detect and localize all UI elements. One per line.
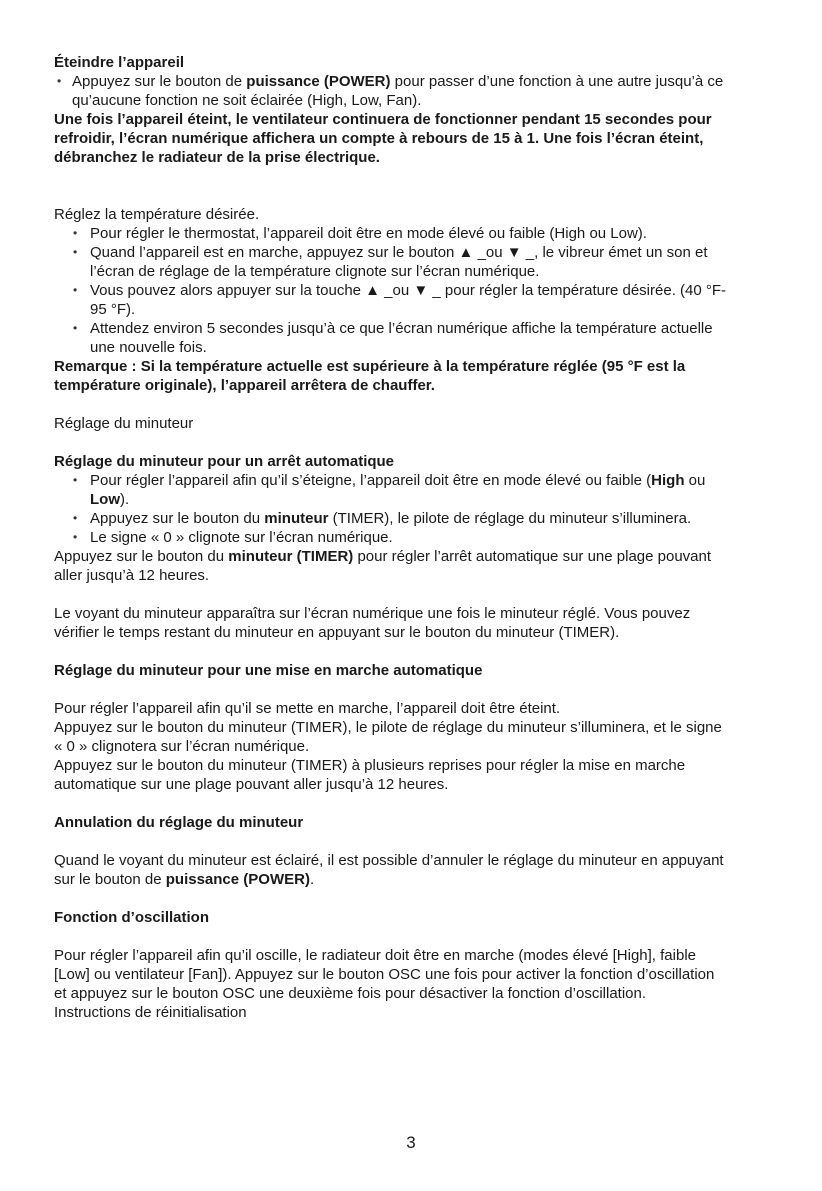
paragraph-line: sur le bouton de puissance (POWER). [54,871,315,888]
paragraph-line: Quand le voyant du minuteur est éclairé, il est possible d’annuler le réglage du minuteur en appuyant [54,852,724,869]
bold-notice-line: refroidir, l’écran numérique affichera un compte à rebours de 15 à 1. Une fois l’écran éteint, [54,130,704,147]
paragraph-line: et appuyez sur le bouton OSC une deuxième fois pour désactiver la fonction d’oscillation. [54,985,647,1002]
paragraph-line: automatique sur une plage pouvant aller jusqu’à 12 heures. [54,776,449,793]
list-item: • Appuyez sur le bouton du minuteur (TIMER), le pilote de réglage du minuteur s’illuminera. [73,510,692,527]
list-item: • Vous pouvez alors appuyer sur la touche ▲ _ou ▼ _ pour régler la température désirée. (40 °F- 95 °F). [73,282,727,318]
heading-auto-off: Réglage du minuteur pour un arrêt automatique [54,453,395,470]
list-item: • Attendez environ 5 secondes jusqu’à ce que l’écran numérique affiche la température actuelle une nouvelle fois. [73,320,713,356]
bold-notice-line: débranchez le radiateur de la prise électrique. [54,149,380,166]
temperature-intro: Réglez la température désirée. [54,206,260,223]
list-item: • Pour régler le thermostat, l’appareil doit être en mode élevé ou faible (High ou Low). [73,225,647,242]
paragraph-line: « 0 » clignotera sur l’écran numérique. [54,738,310,755]
bullet-icon: • [73,511,78,525]
bullet-icon: • [73,226,78,240]
bullet-icon: • [73,473,78,487]
bullet-icon: • [73,321,78,335]
page-number: 3 [406,1133,416,1152]
list-item: • Quand l’appareil est en marche, appuyez sur le bouton ▲ _ou ▼ _, le vibreur émet un son et l’écran de réglage de la température clignote sur l’écran numérique. [73,244,708,280]
list-item: • Le signe « 0 » clignote sur l’écran numérique. [73,529,393,546]
paragraph-line: Instructions de réinitialisation [54,1004,247,1021]
paragraph-line: Le voyant du minuteur apparaîtra sur l’écran numérique une fois le minuteur réglé. Vous pouvez [54,605,691,622]
paragraph-line: Pour régler l’appareil afin qu’il se mette en marche, l’appareil doit être éteint. [54,700,561,717]
paragraph-line: Pour régler l’appareil afin qu’il oscille, le radiateur doit être en marche (modes élevé [High], faible [54,947,696,964]
note-line: température originale), l’appareil arrêtera de chauffer. [54,377,435,394]
bullet-icon: • [73,283,78,297]
paragraph-line: Appuyez sur le bouton du minuteur (TIMER) pour régler l’arrêt automatique sur une plage pouvant [54,548,712,565]
paragraph-line: aller jusqu’à 12 heures. [54,567,210,584]
paragraph-line: Appuyez sur le bouton du minuteur (TIMER), le pilote de réglage du minuteur s’illuminera, et le signe [54,719,722,736]
document-page [54,53,770,1022]
paragraph-line: [Low] ou ventilateur [Fan]). Appuyez sur le bouton OSC une fois pour activer la fonction d’oscillation [54,966,715,983]
heading-cancel-timer: Annulation du réglage du minuteur [54,814,304,831]
heading-oscillation: Fonction d’oscillation [54,909,209,926]
timer-title: Réglage du minuteur [54,415,194,432]
heading-turn-off: Éteindre l’appareil [54,54,185,71]
paragraph-line: Appuyez sur le bouton du minuteur (TIMER) à plusieurs reprises pour régler la mise en marche [54,757,686,774]
heading-auto-on: Réglage du minuteur pour une mise en marche automatique [54,662,483,679]
list-item: • Appuyez sur le bouton de puissance (POWER) pour passer d’une fonction à une autre jusqu’à ce qu’aucune fonction ne soit éclairée (High, Low, Fan). [57,73,724,109]
bullet-icon: • [73,530,78,544]
paragraph-line: vérifier le temps restant du minuteur en appuyant sur le bouton du minuteur (TIMER). [54,624,620,641]
note-line: Remarque : Si la température actuelle est supérieure à la température réglée (95 °F est la [54,358,686,375]
bullet-icon: • [73,245,78,259]
bold-notice-line: Une fois l’appareil éteint, le ventilateur continuera de fonctionner pendant 15 secondes pour [54,111,712,128]
bullet-icon: • [57,74,62,88]
list-item: • Pour régler l’appareil afin qu’il s’éteigne, l’appareil doit être en mode élevé ou faible (High ou Low). [73,472,706,508]
